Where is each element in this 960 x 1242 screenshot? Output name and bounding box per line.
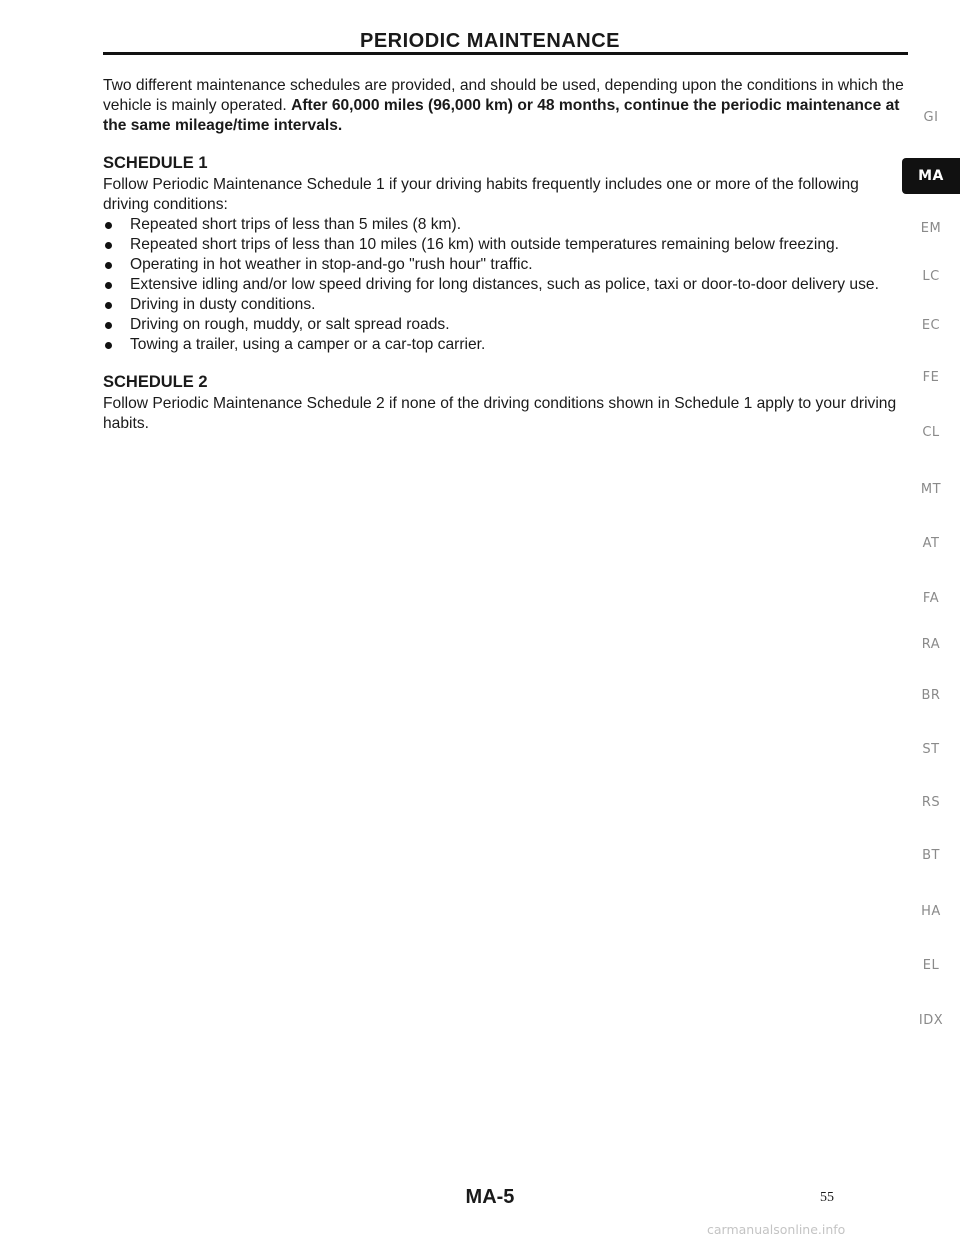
list-item: [103, 255, 909, 275]
tab-ec[interactable]: EC: [921, 318, 941, 333]
page-reference: MA-5: [465, 1186, 515, 1208]
tab-idx[interactable]: IDX: [918, 1013, 944, 1028]
tab-mt[interactable]: MT: [920, 482, 942, 497]
schedule-2-heading: SCHEDULE 2: [103, 373, 208, 391]
schedule-1-intro: Follow Periodic Maintenance Schedule 1 if your driving habits frequently includes one or more of the following driving conditions:: [103, 176, 859, 213]
main-content: [103, 76, 909, 434]
bullet-icon: [105, 322, 112, 329]
bullet-icon: [105, 342, 112, 349]
bullet-icon: [105, 282, 112, 289]
intro-bold-text: After 60,000 miles (96,000 km) or 48 months, continue the periodic maintenance at the same mileage/time intervals.: [103, 97, 900, 134]
list-item-text: Repeated short trips of less than 5 miles (8 km).: [130, 216, 462, 233]
schedule-1-heading: SCHEDULE 1: [103, 154, 208, 172]
tab-ra[interactable]: RA: [921, 637, 941, 652]
list-item: [103, 335, 909, 355]
tab-br[interactable]: BR: [921, 688, 941, 703]
tab-el[interactable]: EL: [922, 958, 940, 973]
schedule-2-text: Follow Periodic Maintenance Schedule 2 if none of the driving conditions shown in Schedule 1 apply to your driving habits.: [103, 395, 897, 432]
tab-st[interactable]: ST: [922, 742, 940, 757]
list-item: [103, 235, 909, 255]
tab-em[interactable]: EM: [920, 221, 942, 236]
bullet-icon: [105, 242, 112, 249]
tab-rs[interactable]: RS: [921, 795, 941, 810]
title-rule: [103, 52, 908, 55]
tab-lc[interactable]: LC: [922, 269, 940, 284]
page-number: 55: [820, 1190, 834, 1205]
list-item-text: Driving in dusty conditions.: [130, 296, 316, 313]
list-item-text: Towing a trailer, using a camper or a car-top carrier.: [130, 336, 486, 353]
tab-bt[interactable]: BT: [922, 848, 940, 863]
tab-at[interactable]: AT: [922, 536, 940, 551]
list-item: [103, 295, 909, 315]
list-item: [103, 275, 909, 295]
intro-paragraph: [103, 76, 909, 136]
watermark: carmanualsonline.info: [707, 1222, 846, 1237]
list-item-text: Repeated short trips of less than 10 miles (16 km) with outside temperatures remaining below freezing.: [130, 236, 839, 253]
bullet-icon: [105, 262, 112, 269]
tab-cl[interactable]: CL: [922, 425, 940, 440]
tab-fe[interactable]: FE: [922, 370, 940, 385]
list-item-text: Driving on rough, muddy, or salt spread roads.: [130, 316, 450, 333]
section-index-tabs: [902, 0, 960, 1242]
list-item-text: Extensive idling and/or low speed driving for long distances, such as police, taxi or door-to-door delivery use.: [130, 276, 879, 293]
list-item: [103, 315, 909, 335]
list-item: [103, 215, 909, 235]
intro-text: Two different maintenance schedules are provided, and should be used, depending upon the conditions in which the vehicle is mainly operated.: [103, 77, 904, 114]
bullet-icon: [105, 222, 112, 229]
bullet-icon: [105, 302, 112, 309]
schedule-1-conditions-list: [103, 215, 909, 355]
tab-gi[interactable]: GI: [923, 110, 939, 125]
tab-ha[interactable]: HA: [921, 904, 941, 919]
tab-fa[interactable]: FA: [922, 591, 940, 606]
list-item-text: Operating in hot weather in stop-and-go "rush hour" traffic.: [130, 256, 533, 273]
page-title: PERIODIC MAINTENANCE: [359, 30, 620, 52]
tab-ma[interactable]: MA: [902, 158, 960, 194]
